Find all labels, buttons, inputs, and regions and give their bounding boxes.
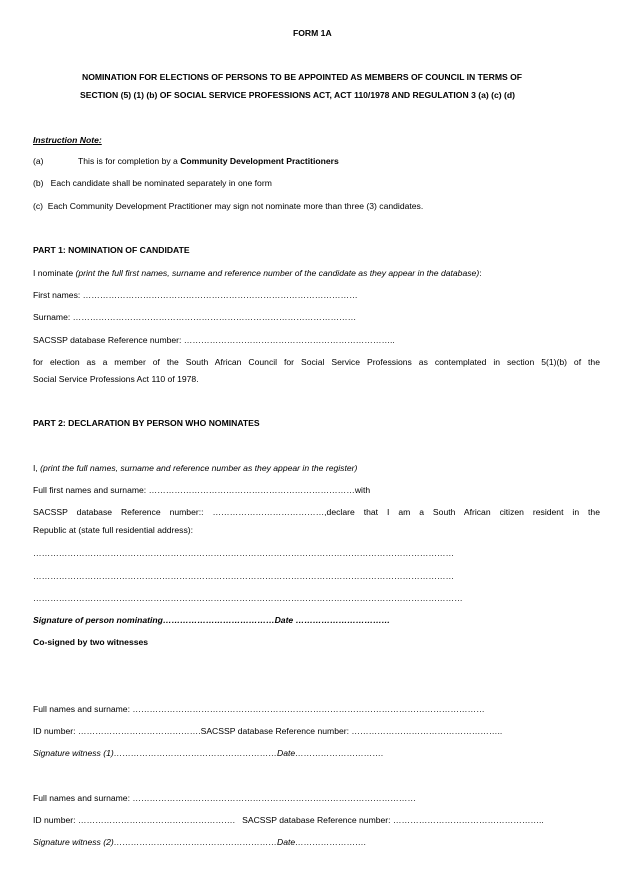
instruction-item-a-marker: (a) — [33, 156, 44, 166]
part1-title: PART 1: NOMINATION OF CANDIDATE — [33, 245, 190, 255]
instruction-item-c: (c) Each Community Development Practitioner may sign not nominate more than three (3) candidates. — [33, 201, 424, 211]
instruction-item-a-bold: Community Development Practitioners — [180, 156, 339, 166]
heading-line-1: NOMINATION FOR ELECTIONS OF PERSONS TO BE APPOINTED AS MEMBERS OF COUNCIL IN TERMS OF — [82, 72, 523, 82]
witness2-id-reference-field[interactable]: ID number: ………………………………………………. SACSSP database Reference number: …………………………………………….. — [33, 815, 544, 825]
instruction-item-a — [78, 156, 339, 167]
part2-i-italic: (print the full names, surname and reference number as they appear in the register) — [40, 463, 358, 473]
cosigned-label: Co-signed by two witnesses — [33, 637, 149, 647]
address-field-3[interactable]: …………………………………………………………………………………………………………………………………… — [33, 593, 463, 603]
part2-i-prefix: I, — [33, 463, 41, 473]
part1-nominate-suffix: : — [479, 268, 482, 278]
witness1-id-reference-field[interactable]: ID number: …………………………………….SACSSP database Reference number: …………………………………………….. — [33, 726, 503, 736]
nominator-signature-line[interactable]: Signature of person nominating…………………………………Date …………………………… — [33, 615, 391, 625]
heading-line-2: SECTION (5) (1) (b) OF SOCIAL SERVICE PROFESSIONS ACT, ACT 110/1978 AND REGULATION 3 (a) (c) (d) — [80, 90, 515, 100]
address-field-1[interactable]: ………………………………………………………………………………………………………………………………… — [33, 548, 455, 558]
witness2-signature-line[interactable]: Signature witness (2)…………………………………………………Date……………………. — [33, 837, 367, 847]
election-text-line-2: Social Service Professions Act 110 of 1978. — [33, 374, 199, 384]
instruction-title: Instruction Note: — [33, 135, 102, 145]
form-title: FORM 1A — [293, 28, 332, 38]
candidate-reference-field[interactable]: SACSSP database Reference number: ……………………………………………………………….. — [33, 335, 395, 345]
election-text-line-1: for election as a member of the South African Council for Social Service Professions as contemplated in section 5(1)(b) of the — [33, 357, 600, 367]
instruction-item-a-text: This is for completion by a — [78, 156, 181, 166]
nominator-full-names-field[interactable]: Full first names and surname: ………………………………………………………………with — [33, 485, 371, 495]
nominator-reference-line-1[interactable]: SACSSP database Reference number:: …………………………………,declare that I am a South African citizen resident in the — [33, 507, 600, 517]
surname-field[interactable]: Surname: ……………………………………………………………………………………… — [33, 312, 357, 322]
witness2-full-names-field[interactable]: Full names and surname: ……………………………………………………………………………………… — [33, 793, 416, 803]
part1-nominate-italic: (print the full first names, surname and reference number of the candidate as they appear in the database) — [75, 268, 480, 278]
part1-nominate — [33, 268, 482, 279]
nominator-reference-line-2: Republic at (state full residential address): — [33, 525, 194, 535]
witness1-signature-line[interactable]: Signature witness (1)…………………………………………………Date…………………………. — [33, 748, 384, 758]
first-names-field[interactable]: First names: …………………………………………………………………………………… — [33, 290, 358, 300]
instruction-item-b: (b) Each candidate shall be nominated separately in one form — [33, 178, 272, 188]
witness1-full-names-field[interactable]: Full names and surname: …………………………………………………………………………………………………………… — [33, 704, 485, 714]
part2-i-line — [33, 463, 357, 474]
part2-title: PART 2: DECLARATION BY PERSON WHO NOMINATES — [33, 418, 260, 428]
address-field-2[interactable]: ………………………………………………………………………………………………………………………………… — [33, 571, 455, 581]
part1-nominate-prefix: I nominate — [33, 268, 76, 278]
